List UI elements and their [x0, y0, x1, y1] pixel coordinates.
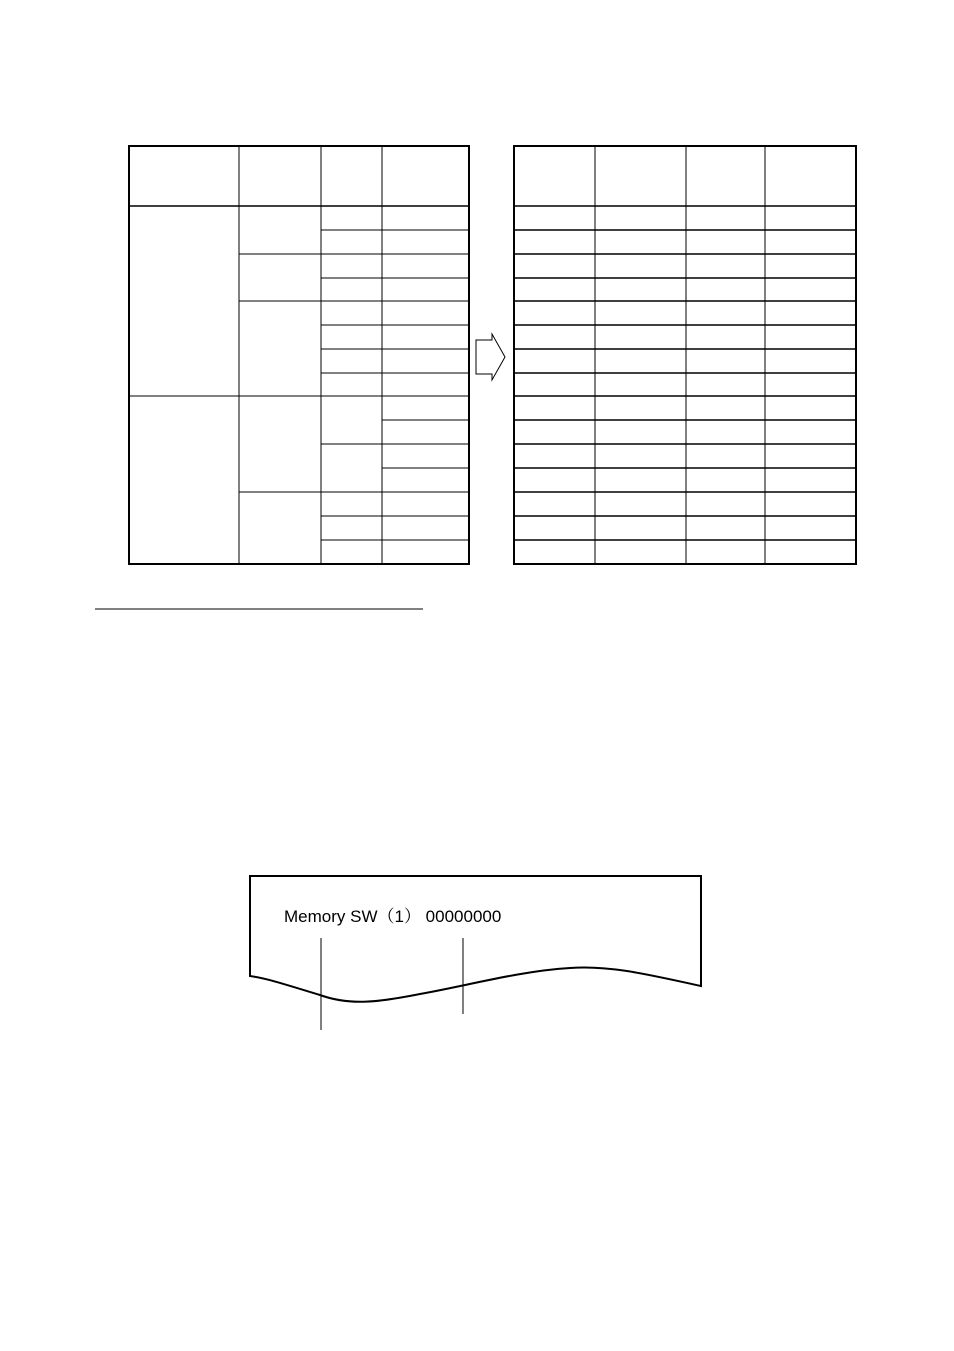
right-arrow-icon	[476, 334, 505, 380]
memory-switch-text: Memory SW（1） 00000000	[284, 907, 502, 926]
receipt-paper	[250, 876, 701, 1002]
right-table-border	[514, 146, 856, 564]
left-table-border	[129, 146, 469, 564]
right-table	[514, 146, 856, 564]
receipt-sample	[250, 876, 701, 1030]
left-table	[129, 146, 469, 564]
